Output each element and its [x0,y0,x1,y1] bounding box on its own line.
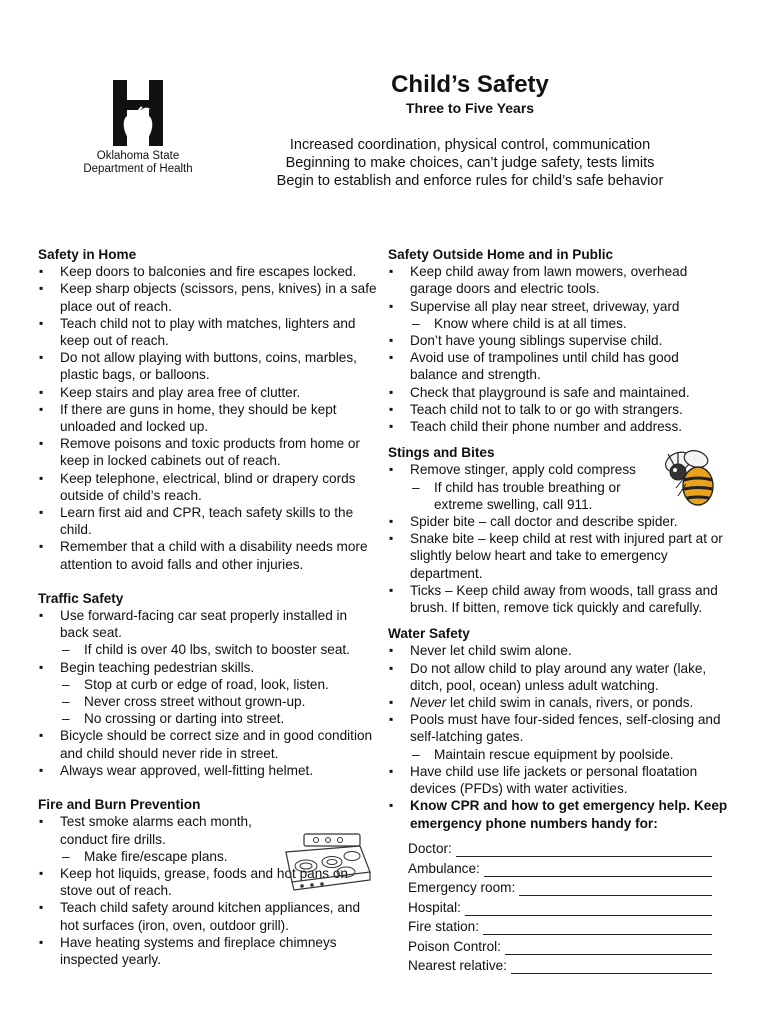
stove-icon [276,832,374,894]
intro-line-1: Increased coordination, physical control, communication [289,137,651,153]
list-item: ▪ Ticks – Keep child away from woods, tall grass and brush. If bitten, remove tick quickly and carefully. [388,582,728,616]
section-heading: Water Safety [388,626,470,642]
list-item: ▪ Spider bite – call doctor and describe spider. [388,513,728,530]
water-safety-section [388,625,728,831]
list-item: ▪ Have child use life jackets or personal floatation devices (PFDs) with water activities. [388,763,728,797]
list-item: ▪ Use forward-facing car seat properly installed in back seat. – If child is over 40 lbs, switch to booster seat. [38,607,378,659]
list-item: ▪ Remove poisons and toxic products from home or keep in locked cabinets out of reach. [38,435,378,469]
home-safety-section [38,246,378,573]
contact-row-hospital: Hospital: [408,896,728,916]
outside-safety-section [388,246,728,435]
list-item: ▪ Supervise all play near street, driveway, yard – Know where child is at all times. [388,298,728,332]
list-item: ▪ If there are guns in home, they should be kept unloaded and locked up. [38,401,378,435]
sub-list-item: – Make fire/escape plans. [60,848,260,865]
contact-row-ambulance: Ambulance: [408,857,728,877]
intro-line-3: Begin to establish and enforce rules for child’s safe behavior [276,173,664,189]
list-item: ▪ Keep sharp objects (scissors, pens, knives) in a safe place out of reach. [38,280,378,314]
list-item: ▪ Teach child not to play with matches, lighters and keep out of reach. [38,315,378,349]
list-item: ▪ Never let child swim alone. [388,642,728,659]
list-item: ▪ Remove stinger, apply cold compress – If child has trouble breathing or extreme swelling, call 911. [388,461,728,513]
list-item: ▪ Snake bite – keep child at rest with injured part at or slightly below heart and take to emergency department. [388,530,728,582]
list-item: ▪ Teach child not to talk to or go with strangers. [388,401,728,418]
list-item: ▪ Don’t have young siblings supervise child. [388,332,728,349]
list-item: ▪ Have heating systems and fireplace chimneys inspected yearly. [38,934,378,968]
osdh-logo-icon [108,78,168,148]
list-item: ▪ Test smoke alarms each month, conduct fire drills. – Make fire/escape plans. [38,813,378,865]
section-heading: Stings and Bites [388,445,495,461]
right-column [388,246,728,974]
list-item: ▪ Keep doors to balconies and fire escapes locked. [38,263,378,280]
list-item: ▪ Pools must have four-sided fences, self-closing and self-latching gates. – Maintain rescue equipment by poolside. [388,711,728,763]
sub-list-item: – If child has trouble breathing or extreme swelling, call 911. [410,479,656,513]
traffic-safety-section [38,590,378,779]
list-item: ▪ Bicycle should be correct size and in good condition and child should never ride in street. [38,727,378,761]
list-item: ▪ Remember that a child with a disability needs more attention to avoid falls and other injuries. [38,538,378,572]
logo-line-1: Oklahoma State [96,150,180,162]
list-item: ▪ Avoid use of trampolines until child has good balance and strength. [388,349,728,383]
section-heading: Safety in Home [38,247,137,262]
list-item: ▪ Teach child their phone number and address. [388,418,728,435]
page-title: Child’s Safety [391,71,549,98]
contact-row-emergency-room: Emergency room: [408,877,728,897]
list-item: ▪ Check that playground is safe and maintained. [388,384,728,401]
list-item: ▪ Keep stairs and play area free of clutter. [38,384,378,401]
list-item: ▪ Begin teaching pedestrian skills. – Stop at curb or edge of road, look, listen. – Never cross street without grown-up. – No crossing or darting into street. [38,659,378,728]
sub-list-item: – Maintain rescue equipment by poolside. [410,746,728,763]
bee-icon [658,448,724,510]
contact-row-fire-station: Fire station: [408,916,728,936]
page-header [260,70,680,190]
logo-line-2: Department of Health [83,163,193,175]
list-item: ▪ Do not allow playing with buttons, coins, marbles, plastic bags, or balloons. [38,349,378,383]
sub-list-item: – No crossing or darting into street. [60,710,378,727]
sub-list-item: – If child is over 40 lbs, switch to booster seat. [60,641,378,658]
contact-row-nearest-relative: Nearest relative: [408,955,728,975]
osdh-logo [76,78,200,176]
list-item: ▪ Never let child swim in canals, rivers, or ponds. [388,694,728,711]
section-heading: Traffic Safety [38,590,124,606]
intro-line-2: Beginning to make choices, can’t judge safety, tests limits [285,155,655,171]
list-item: ▪ Keep hot liquids, grease, foods and hot pans on stove out of reach. [38,865,378,899]
emergency-contacts [388,838,728,975]
list-item: ▪ Keep telephone, electrical, blind or drapery cords outside of child’s reach. [38,470,378,504]
list-item: ▪ Always wear approved, well-fitting helmet. [38,762,378,779]
list-item: ▪ Do not allow child to play around any water (lake, ditch, pool, ocean) unless adult watching. [388,660,728,694]
list-item: ▪ Keep child away from lawn mowers, overhead garage doors and electric tools. [388,263,728,297]
list-item: ▪ Teach child safety around kitchen appliances, and hot surfaces (iron, oven, outdoor grill). [38,899,378,933]
sub-list-item: – Know where child is at all times. [410,315,728,332]
sub-list-item: – Stop at curb or edge of road, look, listen. [60,676,378,693]
page-subtitle: Three to Five Years [405,100,535,116]
contact-row-poison-control: Poison Control: [408,935,728,955]
list-item: ▪ Learn first aid and CPR, teach safety skills to the child. [38,504,378,538]
section-heading: Fire and Burn Prevention [38,797,201,813]
section-heading: Safety Outside Home and in Public [388,247,614,262]
contact-row-doctor: Doctor: [408,838,728,858]
list-item: ▪ Know CPR and how to get emergency help. Keep emergency phone numbers handy for: [388,797,728,831]
sub-list-item: – Never cross street without grown-up. [60,693,378,710]
